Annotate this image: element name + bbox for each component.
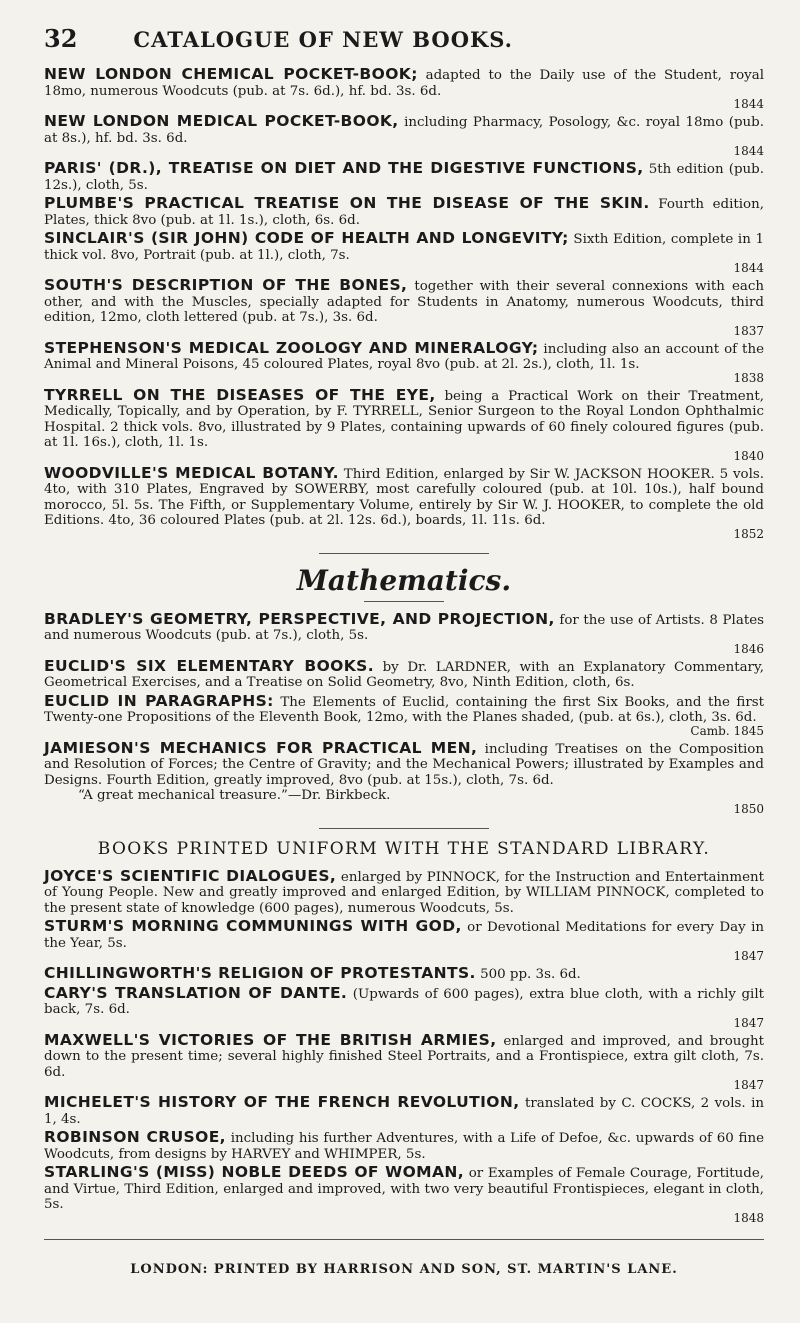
entries-standard-library xyxy=(44,866,765,1225)
entry-description: adapted to the Daily use of the Student, royal 18mo, numerous Woodcuts (pub. at 7s. 6d.), hf. bd. 3s. 6d. xyxy=(44,68,764,99)
entry-year: Camb. 1845 xyxy=(690,723,764,738)
entry-year: 1844 xyxy=(733,144,764,158)
catalogue-entry xyxy=(44,691,765,738)
entry-description: including also an account of the Animal and Mineral Poisons, 45 coloured Plates, royal 8vo (pub. at 2l. 2s.), cloth, 1l. 1s. xyxy=(44,341,764,372)
catalogue-entry xyxy=(44,1095,764,1127)
entry-description: including Pharmacy, Posology, &c. royal 18mo (pub. at 8s.), hf. bd. 3s. 6d. xyxy=(44,115,764,146)
catalogue-entry xyxy=(44,738,764,816)
entry-title: CARY'S TRANSLATION OF DANTE. xyxy=(44,983,348,1002)
entry-description: enlarged and improved, and brought down to the present time; several highly finished Steel Portraits, and a Frontispiece, extra gilt cloth, 7s. 6d. xyxy=(44,1033,764,1080)
entry-year: 1850 xyxy=(733,801,764,816)
entry-description: 5th edition (pub. 12s.), cloth, 5s. xyxy=(44,162,764,193)
entry-title: MAXWELL'S VICTORIES OF THE BRITISH ARMIES, xyxy=(44,1030,497,1049)
entry-year: 1847 xyxy=(733,1078,764,1092)
catalogue-entry xyxy=(44,114,764,158)
entry-title: JOYCE'S SCIENTIFIC DIALOGUES, xyxy=(44,866,337,885)
entry-title: EUCLID'S SIX ELEMENTARY BOOKS. xyxy=(44,656,374,675)
section-title-mathematics: Mathematics. xyxy=(296,563,512,597)
entry-title: JAMIESON'S MECHANICS FOR PRACTICAL MEN, xyxy=(44,738,478,757)
entry-description: or Examples of Female Courage, Fortitude, and Virtue, Third Edition, enlarged and improved, with two very beautiful Frontispieces, elegant in cloth, 5s. xyxy=(44,1166,765,1212)
catalogue-entry xyxy=(44,919,764,963)
running-head xyxy=(44,24,764,53)
entry-title: EUCLID IN PARAGRAPHS: xyxy=(44,691,274,710)
catalogue-entry xyxy=(44,231,764,275)
entry-year: 1844 xyxy=(733,261,764,275)
entry-description: (Upwards of 600 pages), extra blue cloth, with a richly gilt back, 7s. 6d. xyxy=(44,986,764,1017)
catalogue-entry xyxy=(44,463,764,541)
entry-year: 1852 xyxy=(733,526,764,541)
entry-title: MICHELET'S HISTORY OF THE FRENCH REVOLUTION, xyxy=(44,1093,520,1111)
entry-year: 1847 xyxy=(733,1015,764,1030)
entry-title: WOODVILLE'S MEDICAL BOTANY. xyxy=(44,463,339,482)
entry-title: SOUTH'S DESCRIPTION OF THE BONES, xyxy=(44,276,408,294)
entry-title: STURM'S MORNING COMMUNINGS WITH GOD, xyxy=(44,917,462,935)
entry-title: ROBINSON CRUSOE, xyxy=(44,1128,226,1146)
divider xyxy=(319,553,489,554)
entry-title: STEPHENSON'S MEDICAL ZOOLOGY AND MINERALOGY; xyxy=(44,338,539,357)
printer-imprint: LONDON: PRINTED BY HARRISON AND SON, ST. MARTIN'S LANE. xyxy=(130,1261,678,1277)
catalogue-entry xyxy=(44,161,764,193)
entry-year: 1844 xyxy=(733,97,764,111)
page-number: 32 xyxy=(44,24,78,53)
catalogue-entry xyxy=(44,656,765,691)
entry-description: together with their several connexions with each other, and with the Muscles, specially adapted for Students in Anatomy, numerous Woodcuts, third edition, 12mo, cloth lettered (pub. at 7s.), 3s. 6d. xyxy=(44,279,764,325)
entries-medical xyxy=(44,67,764,541)
entry-description: including Treatises on the Composition and Resolution of Forces; the Centre of Gravity; and the Mechanical Powers; illustrated by Examples and Designs. Fourth Edition, greatly improved, 8vo (pub. at 15s.), cloth, 7s. 6d. xyxy=(44,741,764,788)
catalogue-entry xyxy=(44,609,764,656)
running-title: CATALOGUE OF NEW BOOKS. xyxy=(133,27,513,52)
entry-description: enlarged by PINNOCK, for the Instruction and Entertainment of Young People. New and greatly improved and enlarged Edition, by WILLIAM PINNOCK, completed to the present state of knowledge (600 pages), numerous Woodcuts, 5s. xyxy=(44,869,765,916)
entry-description: The Elements of Euclid, containing the first Six Books, and the first Twenty-one Propositions of the Eleventh Book, 12mo, with the Planes shaded, (pub. at 6s.), cloth, 3s. 6d. xyxy=(44,694,765,725)
divider xyxy=(364,601,444,602)
entry-title: BRADLEY'S GEOMETRY, PERSPECTIVE, AND PROJECTION, xyxy=(44,609,555,628)
entry-description: being a Practical Work on their Treatment, Medically, Topically, and by Operation, by F. TYRRELL, Senior Surgeon to the Royal London Ophthalmic Hospital. 2 thick vols. 8vo, illustrated by 9 Plates, containing upwards of 60 finely coloured figures (pub. at 1l. 16s.), cloth, 1l. 1s. xyxy=(44,388,764,450)
entry-year: 1848 xyxy=(733,1210,764,1225)
entry-title: CHILLINGWORTH'S RELIGION OF PROTESTANTS. xyxy=(44,964,476,982)
entry-year: 1840 xyxy=(733,448,764,463)
catalogue-entry xyxy=(44,983,764,1030)
entry-title: STARLING'S (MISS) NOBLE DEEDS OF WOMAN, xyxy=(44,1163,465,1181)
entry-description: or Devotional Meditations for every Day in the Year, 5s. xyxy=(44,920,764,951)
divider xyxy=(44,1239,764,1240)
catalogue-entry xyxy=(44,1130,764,1162)
catalogue-entry xyxy=(44,866,765,917)
entry-description: including his further Adventures, with a Life of Defoe, &c. upwards of 60 fine Woodcuts, from designs by HARVEY and WHIMPER, 5s. xyxy=(44,1131,764,1162)
entry-title: NEW LONDON MEDICAL POCKET-BOOK, xyxy=(44,112,399,130)
catalogue-entry xyxy=(44,196,764,228)
entry-title: NEW LONDON CHEMICAL POCKET-BOOK; xyxy=(44,65,418,83)
entry-title: SINCLAIR'S (SIR JOHN) CODE OF HEALTH AND LONGEVITY; xyxy=(44,229,569,247)
catalogue-entry xyxy=(44,278,764,338)
entry-description: translated by C. COCKS, 2 vols. in 1, 4s. xyxy=(44,1096,764,1127)
catalogue-entry xyxy=(44,1165,764,1225)
catalogue-entry xyxy=(44,67,764,111)
entry-description: Sixth Edition, complete in 1 thick vol. 8vo, Portrait (pub. at 1l.), cloth, 7s. xyxy=(44,232,764,263)
entry-description: Third Edition, enlarged by Sir W. JACKSON HOOKER. 5 vols. 4to, with 310 Plates, Engraved by SOWERBY, most carefully coloured (pub. at 10l. 10s.), half bound morocco, 5l. 5s. The Fifth, or Supplementary Volume, entirely by Sir W. J. HOOKER, to complete the old Editions. 4to, 36 coloured Plates (pub. at 2l. 12s. 6d.), boards, 1l. 11s. 6d. xyxy=(44,466,764,528)
catalogue-entry xyxy=(44,338,764,385)
entries-mathematics xyxy=(44,609,765,816)
entry-year: 1838 xyxy=(733,370,764,385)
entry-year: 1837 xyxy=(733,323,764,338)
entry-title: PLUMBE'S PRACTICAL TREATISE ON THE DISEASE OF THE SKIN. xyxy=(44,194,650,212)
entry-title: PARIS' (DR.), TREATISE ON DIET AND THE DIGESTIVE FUNCTIONS, xyxy=(44,159,644,177)
entry-description: by Dr. LARDNER, with an Explanatory Commentary, Geometrical Exercises, and a Treatise on Solid Geometry, 8vo, Ninth Edition, cloth, 6s. xyxy=(44,659,765,690)
catalogue-entry xyxy=(44,385,764,463)
entry-year: 1847 xyxy=(733,949,764,963)
catalogue-entry xyxy=(44,966,764,983)
section-title-standard-library: BOOKS PRINTED UNIFORM WITH THE STANDARD LIBRARY. xyxy=(97,838,711,859)
entry-description: Fourth edition, Plates, thick 8vo (pub. at 1l. 1s.), cloth, 6s. 6d. xyxy=(44,197,764,228)
catalogue-entry xyxy=(44,1030,764,1093)
divider xyxy=(319,828,489,829)
entry-quote: “A great mechanical treasure.”—Dr. Birkbeck. xyxy=(78,788,391,803)
entry-description: 500 pp. 3s. 6d. xyxy=(475,967,581,982)
entry-year: 1846 xyxy=(733,641,764,656)
entry-title: TYRRELL ON THE DISEASES OF THE EYE, xyxy=(44,385,436,404)
entry-description: for the use of Artists. 8 Plates and numerous Woodcuts (pub. at 7s.), cloth, 5s. xyxy=(44,612,764,643)
